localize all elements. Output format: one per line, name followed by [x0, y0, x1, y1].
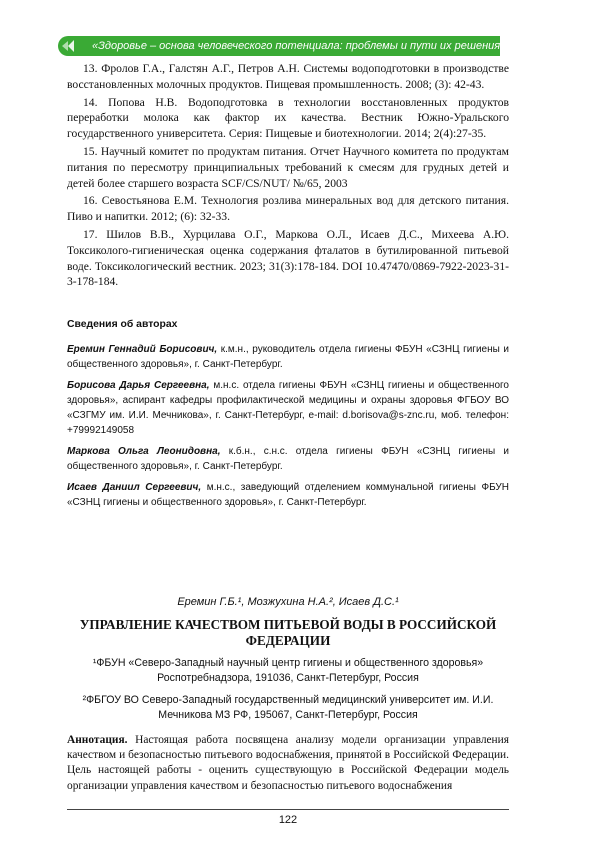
header-banner-text: «Здоровье – основа человеческого потенциала: проблемы и пути их решения»	[92, 40, 507, 52]
article-byline: Еремин Г.Б.¹, Мозжухина Н.А.², Исаев Д.С.¹	[177, 596, 399, 608]
leaf-icon	[58, 36, 88, 56]
author-name: Еремин Геннадий Борисович,	[67, 344, 218, 355]
reference-item: 15. Научный комитет по продуктам питания. Отчет Научного комитета по продуктам питания по пересмотру принципиальных требований к смесям для грудных детей и детей более старшего возраста SCF/CS/NUT/ №/65, 2003	[67, 144, 509, 190]
author-name: Исаев Даниил Сергеевич,	[67, 482, 202, 493]
authors-heading: Сведения об авторах	[67, 319, 178, 330]
author-entry	[67, 378, 509, 438]
footer-divider	[67, 809, 509, 810]
author-details: м.н.с., заведующий отделением коммунальной гигиены ФБУН «СЗНЦ гигиены и общественного здоровья», г. Санкт-Петербург.	[67, 482, 509, 508]
reference-item: 17. Шилов В.В., Хурцилава О.Г., Маркова О.Л., Исаев Д.С., Михеева А.Ю. Токсиколого-гигиеническая оценка содержания фталатов в бутилированной питьевой воде. Токсикологический вестник. 2023; 31(3):178-184. DOI 10.47470/0869-7922-2023-31-3-178-184.	[67, 227, 509, 289]
author-details: м.н.с. отдела гигиены ФБУН «СЗНЦ гигиены и общественного здоровья», аспирант кафедры профилактической медицины и охраны здоровья ФГБОУ ВО «СЗГМУ им. И.И. Мечникова», г. Санкт-Петербург, e-mail: d.borisova@s-znc.ru, моб. телефон: +79992149058	[67, 380, 509, 436]
article-abstract	[67, 733, 509, 794]
author-entry	[67, 444, 509, 474]
reference-item: 16. Севостьянова Е.М. Технология розлива минеральных вод для детского питания. Пиво и напитки. 2012; (6): 32-33.	[67, 194, 509, 224]
author-details: к.м.н., руководитель отдела гигиены ФБУН «СЗНЦ гигиены и общественного здоровья», г. Санкт-Петербург.	[67, 344, 509, 370]
abstract-label: Аннотация.	[67, 734, 128, 746]
authors-list	[67, 342, 509, 516]
author-details: к.б.н., с.н.с. отдела гигиены ФБУН «СЗНЦ гигиены и общественного здоровья», г. Санкт-Петербург.	[67, 446, 509, 472]
author-entry	[67, 480, 509, 510]
author-name: Маркова Ольга Леонидовна,	[67, 446, 221, 457]
reference-item: 14. Попова Н.В. Водоподготовка в технологии восстановленных продуктов переработки молока как фактор их качества. Вестник Южно-Уральского государственного университета. Серия: Пищевые и биотехнологии. 2014; 2(4):27-35.	[67, 95, 509, 141]
article-title: УПРАВЛЕНИЕ КАЧЕСТВОМ ПИТЬЕВОЙ ВОДЫ В РОССИЙСКОЙ ФЕДЕРАЦИИ	[79, 617, 497, 648]
reference-list	[67, 61, 509, 292]
reference-item: 13. Фролов Г.А., Галстян А.Г., Петров А.Н. Системы водоподготовки в производстве восстановленных молочных продуктов. Пищевая промышленность. 2008; (3): 42-43.	[67, 62, 509, 91]
abstract-text: Настоящая работа посвящена анализу модели организации управления качеством и безопасностью питьевого водоснабжения, принятой в Российской Федерации. Цель настоящей работы - оценить существующую в Российской Федерации модель организации управления качеством и безопасностью питьевого водоснабжения	[67, 734, 509, 792]
page-number: 122	[278, 814, 298, 826]
author-name: Борисова Дарья Сергеевна,	[67, 380, 210, 391]
affiliation-1: ¹ФБУН «Северо-Западный научный центр гигиены и общественного здоровья» Роспотребнадзора, 191036, Санкт-Петербург, Россия	[92, 657, 484, 684]
affiliation-2: ²ФБГОУ ВО Северо-Западный государственный медицинский университет им. И.И. Мечникова МЗ РФ, 195067, Санкт-Петербург, Россия	[82, 694, 494, 721]
author-entry	[67, 342, 509, 372]
